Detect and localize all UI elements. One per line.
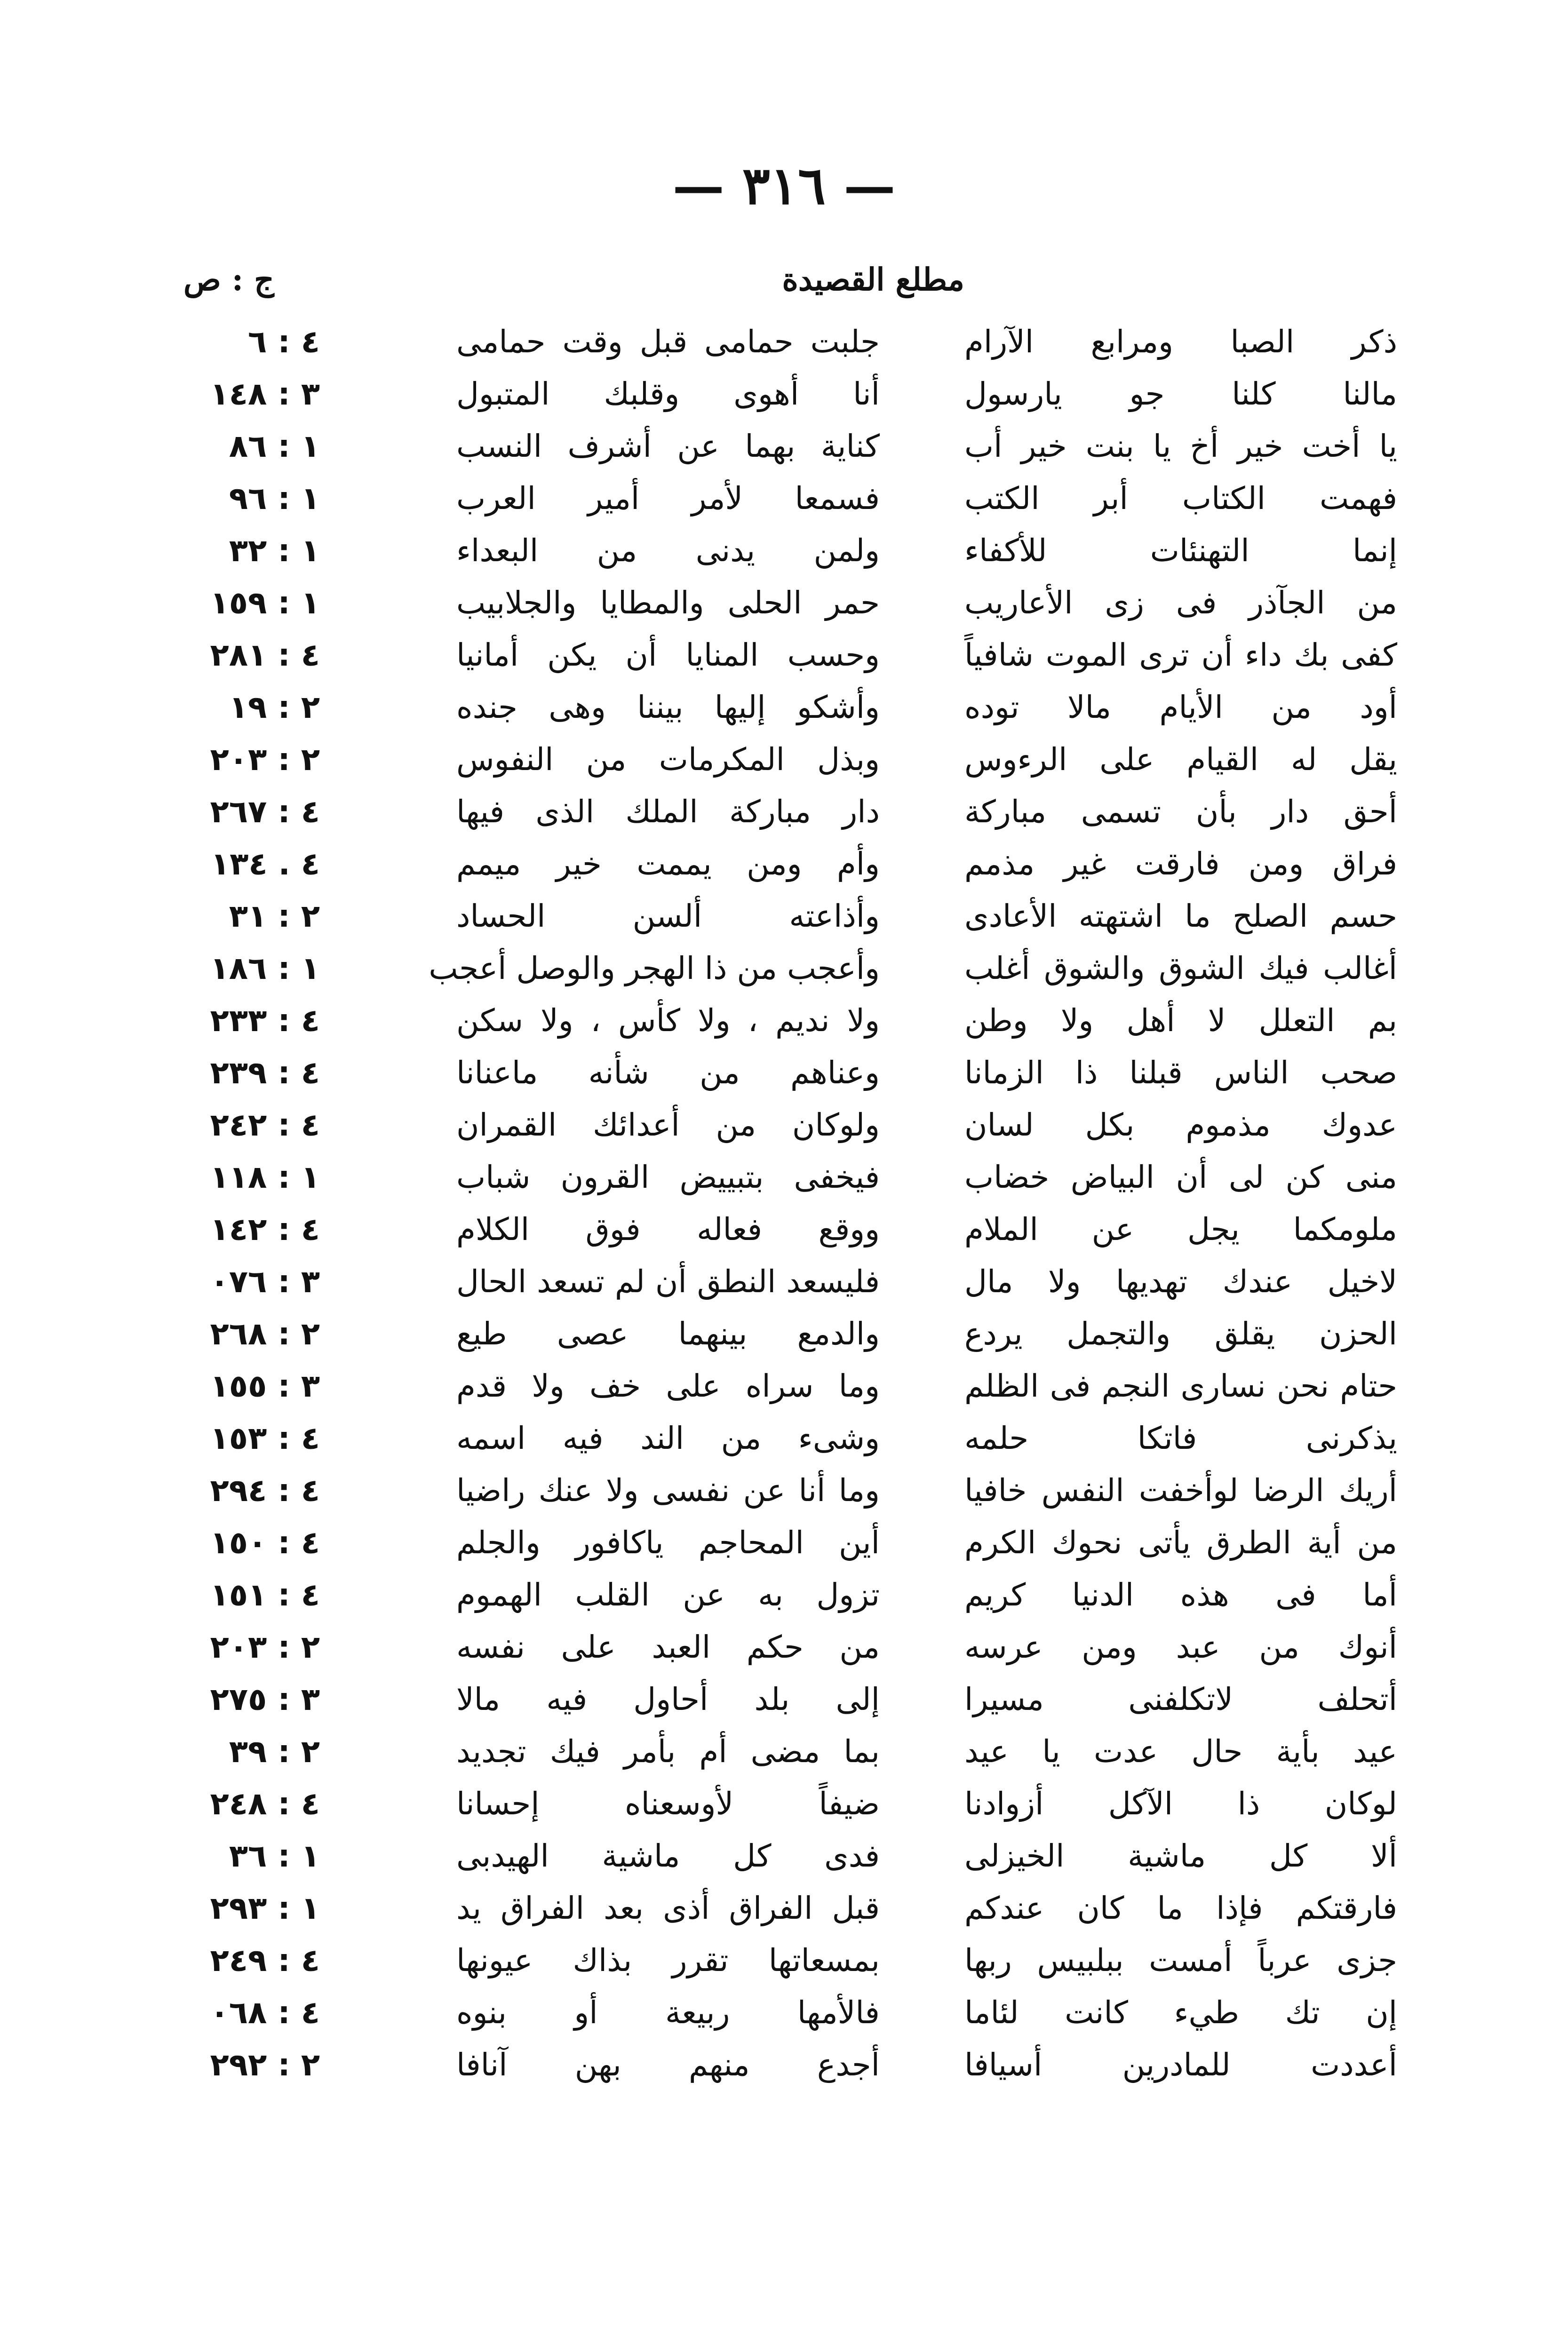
second-hemistich: وحسب المنايا أن يكن أمانيا (456, 637, 880, 673)
second-hemistich: وشىء من الند فيه اسمه (456, 1420, 880, 1456)
first-hemistich: من الجآذر فى زى الأعاريب (964, 585, 1397, 621)
first-hemistich: أغالب فيك الشوق والشوق أغلب (964, 950, 1397, 986)
volume-page-ref: ٢ : ١٩ (229, 689, 320, 725)
first-hemistich: إن تك طيء كانت لئاما (964, 1994, 1397, 2031)
second-hemistich: كناية بهما عن أشرف النسب (456, 428, 880, 464)
first-hemistich: بم التعلل لا أهل ولا وطن (964, 1002, 1397, 1039)
second-hemistich: ضيفاً لأوسعناه إحسانا (456, 1786, 880, 1822)
volume-page-ref: ٢ : ٢٠٣ (210, 741, 320, 778)
second-hemistich: ولا نديم ، ولا كأس ، ولا سكن (456, 1002, 880, 1039)
first-hemistich: فارقتكم فإذا ما كان عندكم (964, 1890, 1397, 1926)
table-header (165, 261, 1397, 303)
volume-page-ref: ٣ : ٠٧٦ (210, 1263, 320, 1300)
volume-page-ref: ١ : ٨٦ (229, 428, 320, 464)
volume-page-ref: ٤ : ٢٤٨ (210, 1786, 320, 1822)
volume-page-ref: ١ : ١٥٩ (210, 585, 320, 621)
second-hemistich: فليسعد النطق أن لم تسعد الحال (456, 1263, 880, 1300)
first-hemistich: مالنا كلنا جو يارسول (964, 376, 1397, 412)
volume-page-ref: ٤ : ٢٩٤ (210, 1472, 320, 1509)
second-hemistich: حمر الحلى والمطايا والجلابيب (456, 585, 880, 621)
list-item (165, 633, 1397, 685)
list-item (165, 1991, 1397, 2043)
list-item (165, 477, 1397, 529)
list-item (165, 1677, 1397, 1730)
volume-page-ref: ١ : ٣٢ (229, 532, 320, 569)
second-hemistich: والدمع بينهما عصى طيع (456, 1316, 880, 1352)
first-hemistich: جزى عرباً أمست ببلبيس ربها (964, 1942, 1397, 1979)
volume-page-ref: ٤ : ٢٤٢ (210, 1107, 320, 1143)
first-hemistich: ألا كل ماشية الخيزلى (964, 1838, 1397, 1874)
second-hemistich: ولوكان من أعدائك القمران (456, 1107, 880, 1143)
volume-page-ref: ١ : ٣٦ (229, 1838, 320, 1874)
list-item (165, 1051, 1397, 1103)
volume-page-ref: ٣ : ١٤٨ (210, 376, 320, 412)
first-hemistich: فراق ومن فارقت غير مذمم (964, 846, 1397, 882)
list-item (165, 1364, 1397, 1416)
poem-index-list (165, 320, 1397, 2095)
list-item (165, 685, 1397, 738)
second-hemistich: فسمعا لأمر أمير العرب (456, 480, 880, 516)
second-hemistich: أنا أهوى وقلبك المتبول (456, 376, 880, 412)
second-hemistich: إلى بلد أحاول فيه مالا (456, 1681, 880, 1717)
volume-page-ref: ١ : ٩٦ (229, 480, 320, 516)
first-hemistich: صحب الناس قبلنا ذا الزمانا (964, 1055, 1397, 1091)
first-hemistich: ذكر الصبا ومرابع الآرام (964, 324, 1397, 360)
first-hemistich: عدوك مذموم بكل لسان (964, 1107, 1397, 1143)
list-item (165, 1834, 1397, 1886)
first-hemistich: أود من الأيام مالا توده (964, 689, 1397, 725)
list-item (165, 999, 1397, 1051)
list-item (165, 2043, 1397, 2095)
list-item (165, 1939, 1397, 1991)
volume-page-ref: ٤ : ٢٦٧ (210, 794, 320, 830)
second-hemistich: وأشكو إليها بيننا وهى جنده (456, 689, 880, 725)
list-item (165, 1782, 1397, 1834)
volume-page-ref: ٤ : ٢٨١ (210, 637, 320, 673)
volume-page-ref: ٢ : ٣١ (229, 898, 320, 934)
page-number: — ٣١٦ — (672, 155, 896, 216)
first-hemistich: حسم الصلح ما اشتهته الأعادى (964, 898, 1397, 934)
second-hemistich: وأذاعته ألسن الحساد (456, 898, 880, 934)
second-hemistich: وما سراه على خف ولا قدم (456, 1368, 880, 1404)
second-hemistich: وأعجب من ذا الهجر والوصل أعجب (429, 950, 880, 986)
list-item (165, 1208, 1397, 1260)
first-hemistich: فهمت الكتاب أبر الكتب (964, 480, 1397, 516)
list-item (165, 1886, 1397, 1939)
volume-page-ref: ٤ : ١٥١ (210, 1577, 320, 1613)
volume-page-ref: ٤ : ١٥٠ (210, 1525, 320, 1561)
volume-page-ref: ٤ : ١٤٢ (210, 1211, 320, 1248)
first-hemistich: حتام نحن نسارى النجم فى الظلم (964, 1368, 1397, 1404)
list-item (165, 842, 1397, 894)
volume-page-ref: ٢ : ٣٩ (229, 1733, 320, 1770)
volume-page-ref: ٢ : ٢٦٨ (210, 1316, 320, 1352)
second-hemistich: وما أنا عن نفسى ولا عنك راضيا (456, 1472, 880, 1509)
first-hemistich: يا أخت خير أخ يا بنت خير أب (964, 428, 1397, 464)
first-hemistich: إنما التهنئات للأكفاء (964, 532, 1397, 569)
list-item (165, 424, 1397, 477)
list-item (165, 581, 1397, 633)
second-hemistich: فدى كل ماشية الهيدبى (456, 1838, 880, 1874)
volume-page-ref: ٤ : ٦ (248, 324, 320, 360)
list-item (165, 1260, 1397, 1312)
first-hemistich: يقل له القيام على الرءوس (964, 741, 1397, 778)
second-hemistich: من حكم العبد على نفسه (456, 1629, 880, 1665)
second-hemistich: وعناهم من شأنه ماعنانا (456, 1055, 880, 1091)
second-hemistich: ولمن يدنى من البعداء (456, 532, 880, 569)
volume-page-ref: ١ : ٢٩٣ (210, 1890, 320, 1926)
volume-page-ref: ٤ : ٠٦٨ (210, 1994, 320, 2031)
list-item (165, 738, 1397, 790)
volume-page-ref: ١ : ١١٨ (210, 1159, 320, 1195)
first-hemistich: لاخيل عندك تهديها ولا مال (964, 1263, 1397, 1300)
first-hemistich: يذكرنى فاتكا حلمه (964, 1420, 1397, 1456)
volume-page-ref: ٤ : ١٥٣ (210, 1420, 320, 1456)
first-hemistich: أما فى هذه الدنيا كريم (964, 1577, 1397, 1613)
volume-page-ref: ١ : ١٨٦ (210, 950, 320, 986)
first-hemistich: كفى بك داء أن ترى الموت شافياً (964, 637, 1397, 673)
second-hemistich: بمسعاتها تقرر بذاك عيونها (456, 1942, 880, 1979)
second-hemistich: فالأمها ربيعة أو بنوه (456, 1994, 880, 2031)
second-hemistich: وأم ومن يممت خير ميمم (456, 846, 880, 882)
list-item (165, 1416, 1397, 1469)
first-hemistich: عيد بأية حال عدت يا عيد (964, 1733, 1397, 1770)
list-item (165, 1155, 1397, 1208)
volume-page-ref: ٤ : ٢٣٩ (210, 1055, 320, 1091)
second-hemistich: أجدع منهم بهن آنافا (456, 2047, 880, 2083)
list-item (165, 1103, 1397, 1155)
first-hemistich: من أية الطرق يأتى نحوك الكرم (964, 1525, 1397, 1561)
column-header-first-line: مطلع القصيدة (782, 261, 964, 298)
second-hemistich: بما مضى أم بأمر فيك تجديد (456, 1733, 880, 1770)
second-hemistich: قبل الفراق أذى بعد الفراق يد (456, 1890, 880, 1926)
second-hemistich: أين المحاجم ياكافور والجلم (456, 1525, 880, 1561)
first-hemistich: أحق دار بأن تسمى مباركة (964, 794, 1397, 830)
second-hemistich: جلبت حمامى قبل وقت حمامى (456, 324, 880, 360)
list-item (165, 1625, 1397, 1677)
column-header-reference: ج : ص (183, 261, 274, 298)
first-hemistich: أتحلف لاتكلفنى مسيرا (964, 1681, 1397, 1717)
second-hemistich: فيخفى بتبييض القرون شباب (456, 1159, 880, 1195)
second-hemistich: دار مباركة الملك الذى فيها (456, 794, 880, 830)
list-item (165, 372, 1397, 424)
list-item (165, 529, 1397, 581)
volume-page-ref: ٤ . ١٣٤ (210, 846, 320, 882)
first-hemistich: أعددت للمادرين أسيافا (964, 2047, 1397, 2083)
volume-page-ref: ٤ : ٢٤٩ (210, 1942, 320, 1979)
list-item (165, 1730, 1397, 1782)
second-hemistich: تزول به عن القلب الهموم (456, 1577, 880, 1613)
first-hemistich: ملومكما يجل عن الملام (964, 1211, 1397, 1248)
list-item (165, 320, 1397, 372)
first-hemistich: الحزن يقلق والتجمل يردع (964, 1316, 1397, 1352)
first-hemistich: لوكان ذا الآكل أزوادنا (964, 1786, 1397, 1822)
second-hemistich: ووقع فعاله فوق الكلام (456, 1211, 880, 1248)
list-item (165, 1469, 1397, 1521)
first-hemistich: أريك الرضا لوأخفت النفس خافيا (964, 1472, 1397, 1509)
volume-page-ref: ٤ : ٢٣٣ (210, 1002, 320, 1039)
list-item (165, 1521, 1397, 1573)
first-hemistich: منى كن لى أن البياض خضاب (964, 1159, 1397, 1195)
volume-page-ref: ٢ : ٢٠٣ (210, 1629, 320, 1665)
list-item (165, 1312, 1397, 1364)
second-hemistich: وبذل المكرمات من النفوس (456, 741, 880, 778)
volume-page-ref: ٣ : ٢٧٥ (210, 1681, 320, 1717)
list-item (165, 1573, 1397, 1625)
volume-page-ref: ٣ : ١٥٥ (210, 1368, 320, 1404)
volume-page-ref: ٢ : ٢٩٢ (210, 2047, 320, 2083)
list-item (165, 894, 1397, 946)
list-item (165, 946, 1397, 999)
list-item (165, 790, 1397, 842)
first-hemistich: أنوك من عبد ومن عرسه (964, 1629, 1397, 1665)
